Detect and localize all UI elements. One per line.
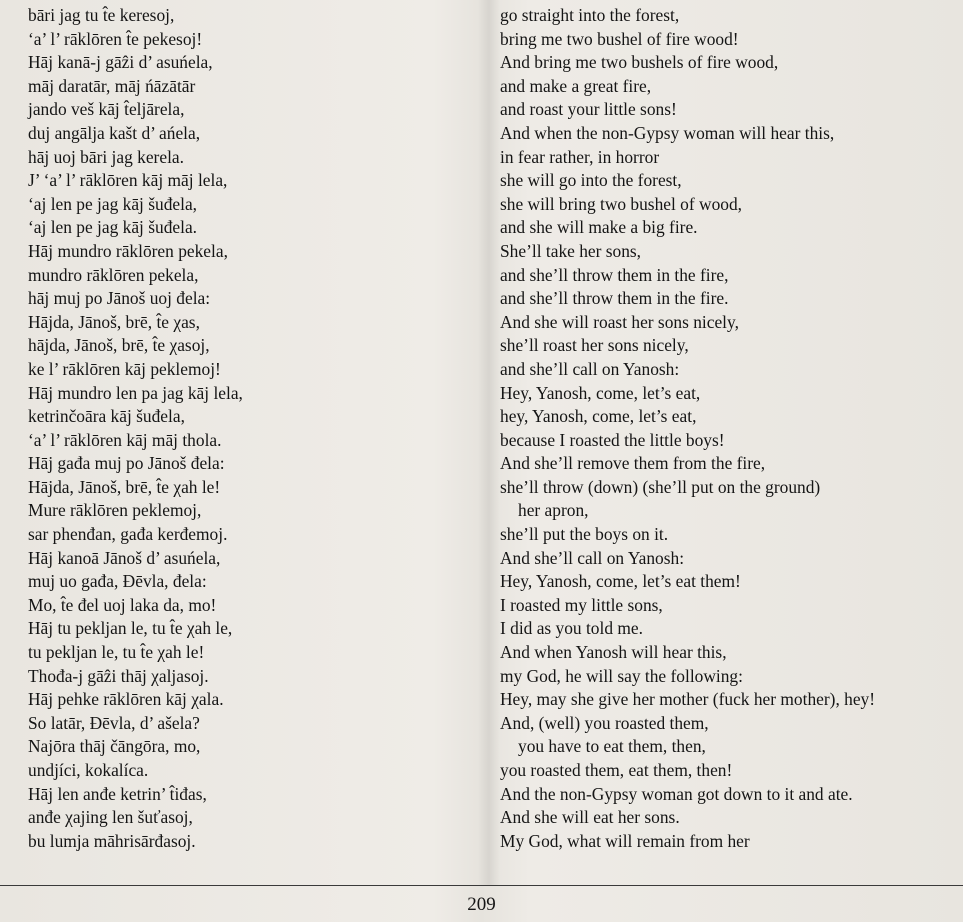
romani-verse-line: bāri jag tu t̂e keresoj, [28, 5, 175, 25]
english-verse-line: And bring me two bushels of fire wood, [500, 52, 779, 73]
romani-verse-line: ‘a’ l’ rāklōren t̂e pekesoj! [28, 28, 203, 49]
romani-verse-line: J’ ‘a’ l’ rāklōren kāj māj lela, [28, 170, 228, 191]
english-verse-line: And she’ll remove them from the fire, [500, 453, 766, 474]
romani-verse-line: Hāj mundro len pa jag kāj lela, [28, 382, 243, 403]
romani-verse-line: Hāj kanā-j gāẑi d’ asuńela, [28, 52, 213, 73]
romani-verse-line: ‘aj len pe jag kāj šuđela. [28, 217, 198, 238]
english-verse-line: And she will eat her sons. [500, 807, 680, 828]
gutter-shadow [478, 0, 500, 885]
english-verse-line: she’ll put the boys on it. [500, 524, 669, 545]
english-verse-line: hey, Yanosh, come, let’s eat, [500, 406, 697, 427]
romani-verse-line: ‘aj len pe jag kāj šuđela, [28, 193, 198, 214]
english-verse-line: And she will roast her sons nicely, [500, 311, 739, 332]
romani-verse-line: hāj uoj bāri jag kerela. [28, 146, 184, 167]
english-verse-line: she’ll throw (down) (she’ll put on the ground) [500, 476, 821, 497]
romani-verse-line: Mure rāklōren peklemoj, [28, 500, 202, 521]
romani-verse-line: mundro rāklōren pekela, [28, 264, 199, 285]
romani-verse-line: ketrinčoāra kāj šuđela, [28, 406, 185, 427]
romani-verse-line: Hāj gađa muj po Jānoš đela: [28, 453, 225, 474]
english-verse-line: my God, he will say the following: [500, 665, 743, 686]
english-verse-line: Hey, Yanosh, come, let’s eat, [500, 382, 701, 403]
english-verse-line: My God, what will remain from her [500, 830, 750, 851]
english-verse-line: I did as you told me. [500, 618, 643, 639]
english-verse-line: she will bring two bushel of wood, [500, 193, 742, 214]
romani-verse-line: ‘a’ l’ rāklōren kāj māj thola. [28, 429, 222, 450]
english-verse-line: and she’ll throw them in the fire. [500, 288, 729, 309]
english-verse-line: her apron, [518, 500, 589, 521]
romani-verse-line: Hāj len anđe ketrin’ t̂iđas, [28, 783, 207, 804]
romani-verse-line: undjíci, kokalíca. [28, 760, 149, 780]
english-verse-line: and she’ll call on Yanosh: [500, 358, 680, 379]
romani-verse-line: Hājda, Jānoš, brē, t̂e χas, [28, 311, 200, 332]
romani-verse-line: anđe χajing len šuťasoj, [28, 807, 193, 828]
romani-verse-line: hāj muj po Jānoš uoj đela: [28, 288, 211, 309]
english-verse-line: and roast your little sons! [500, 99, 677, 120]
english-verse-line: She’ll take her sons, [500, 240, 642, 261]
romani-verse-line: bu lumja māhrisārđasoj. [28, 830, 196, 851]
romani-verse-line: muj uo gađa, Đēvla, đela: [28, 571, 207, 592]
english-verse-line: and make a great fire, [500, 75, 652, 96]
english-verse-line: And when the non-Gypsy woman will hear this, [500, 122, 835, 143]
romani-verse-line: jando veš kāj t̂eljārela, [28, 99, 185, 120]
romani-verse-line: tu pekljan le, tu t̂e χah le! [28, 642, 205, 663]
romani-verse-line: Mo, t̂e đel uoj laka da, mo! [28, 594, 217, 615]
english-verse-line: she’ll roast her sons nicely, [500, 335, 689, 356]
romani-verse-line: Hāj tu pekljan le, tu t̂e χah le, [28, 618, 233, 639]
english-verse-line: and she’ll throw them in the fire, [500, 264, 729, 285]
romani-verse-line: ke l’ rāklōren kāj peklemoj! [28, 358, 221, 379]
english-verse-line: bring me two bushel of fire wood! [500, 28, 739, 49]
romani-verse-line: hājda, Jānoš, brē, t̂e χasoj, [28, 335, 210, 356]
romani-text-column [28, 4, 468, 853]
english-verse-line: And she’ll call on Yanosh: [500, 547, 685, 568]
romani-verse-line: Thođa-j gāẑi thāj χaljasoj. [28, 665, 209, 686]
romani-verse-line: Najōra thāj čāngōra, mo, [28, 736, 201, 757]
romani-verse-line: So latār, Đēvla, d’ ašela? [28, 712, 200, 733]
english-verse-line: she will go into the forest, [500, 170, 682, 191]
english-translation-column [500, 4, 955, 853]
english-verse-line: I roasted my little sons, [500, 594, 663, 615]
english-verse-line: because I roasted the little boys! [500, 429, 725, 450]
english-verse-line: go straight into the forest, [500, 5, 680, 25]
english-verse-line: Hey, may she give her mother (fuck her mother), hey! [500, 689, 876, 710]
english-verse-line: Hey, Yanosh, come, let’s eat them! [500, 571, 741, 592]
romani-verse-line: Hāj kanoā Jānoš d’ asuńela, [28, 547, 221, 568]
romani-verse-line: Hāj pehke rāklōren kāj χala. [28, 689, 224, 710]
english-verse-line: And, (well) you roasted them, [500, 712, 709, 733]
romani-verse-line: Hāj mundro rāklōren pekela, [28, 240, 228, 261]
romani-verse-line: Hājda, Jānoš, brē, t̂e χah le! [28, 476, 221, 497]
english-verse-line: And when Yanosh will hear this, [500, 642, 727, 663]
romani-verse-line: duj angālja kašt d’ ańela, [28, 122, 201, 143]
romani-verse-line: māj daratār, māj ńāzātār [28, 75, 196, 96]
english-verse-line: in fear rather, in horror [500, 146, 660, 167]
english-verse-line: and she will make a big fire. [500, 217, 698, 238]
english-verse-line: And the non-Gypsy woman got down to it and ate. [500, 783, 853, 804]
english-verse-line: you roasted them, eat them, then! [500, 760, 733, 780]
romani-verse-line: sar phenđan, gađa kerđemoj. [28, 524, 228, 545]
english-verse-line: you have to eat them, then, [518, 736, 706, 757]
footer-rule [0, 885, 963, 886]
page-number: 209 [467, 894, 496, 915]
